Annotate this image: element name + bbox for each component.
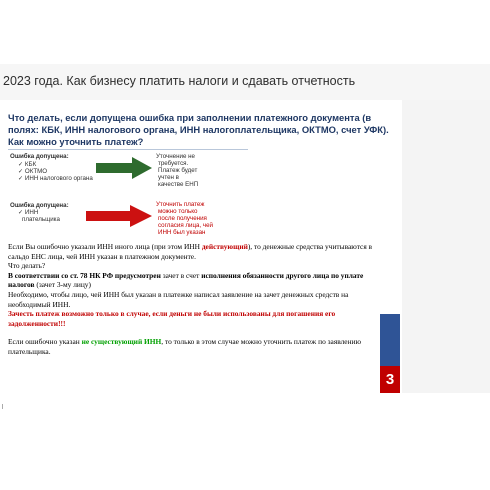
paragraph-3: В соответствии со ст. 78 НК РФ предусмотрен зачет в счет исполнения обязанности другого лица по уплате налогов (зачет 3-му лицу): [8, 270, 364, 290]
side-panel: [402, 100, 490, 393]
box2-result-3: после получения: [158, 215, 207, 222]
slide-heading: Что делать, если допущена ошибка при заполнении платежного документа (в полях: КБК, ИНН налогового органа, ИНН налогоплательщика, ОКТМО, счет УФК). Как можно уточнить платеж?: [8, 112, 389, 147]
box1-item-2: ✓ ОКТМО: [18, 168, 48, 175]
paragraph-1: Если Вы ошибочно указали ИНН иного лица (при этом ИНН действующий), то денежные средства учитываются в сальдо ЕНС лица, чей ИНН указан в платежном документе.: [8, 242, 373, 261]
paragraph-4: Необходимо, чтобы лицо, чей ИНН был указан в платежке написал заявление на зачет денежных средств на необходимый ИНН.: [8, 289, 349, 309]
box1-result-2: требуется.: [158, 160, 189, 167]
diagram-box-1: [8, 150, 248, 197]
box1-label-title: Ошибка допущена:: [10, 153, 69, 160]
box1-item-1: ✓ КБК: [18, 161, 37, 168]
page-title: 2023 года. Как бизнесу платить налоги и сдавать отчетность: [3, 74, 356, 88]
box2-item-1: ✓ ИНН: [18, 209, 39, 216]
paragraph-6: Если ошибочно указан не существующий ИНН, то только в этом случае можно уточнить платеж по заявлению плательщика.: [8, 337, 362, 356]
box2-result-4: согласия лица, чей: [158, 222, 214, 229]
box2-item-2: плательщика: [22, 216, 60, 223]
slide-number-badge: 3: [380, 366, 400, 393]
paragraph-5-warning: Зачесть платеж возможно только в случае, если деньги не были использованы для погашения его задолженности!!!: [8, 309, 336, 328]
box2-result-2: можно только: [158, 208, 198, 215]
slide-body-text: [8, 242, 382, 357]
decorative-blue-panel: [380, 314, 400, 366]
tick-mark: [2, 404, 3, 409]
box1-result-3: Платеж будет: [158, 167, 198, 174]
green-right-arrow-icon: [96, 157, 152, 179]
diagram-box-2: [8, 197, 248, 237]
box2-result-5: ИНН был указан: [158, 229, 206, 236]
red-right-arrow-icon: [86, 205, 152, 227]
box2-label-title: Ошибка допущена:: [10, 202, 69, 209]
box2-result-1: Уточнить платеж: [156, 201, 205, 208]
box1-item-3: ✓ ИНН налогового органа: [18, 175, 93, 182]
page-title-bar: [0, 64, 490, 100]
box1-result-5: качестве ЕНП: [158, 181, 199, 188]
box1-result-1: Уточнение не: [156, 153, 195, 160]
box1-result-4: учтен в: [158, 174, 179, 181]
paragraph-2: Что делать?: [8, 261, 46, 271]
presentation-slide: [0, 100, 402, 393]
